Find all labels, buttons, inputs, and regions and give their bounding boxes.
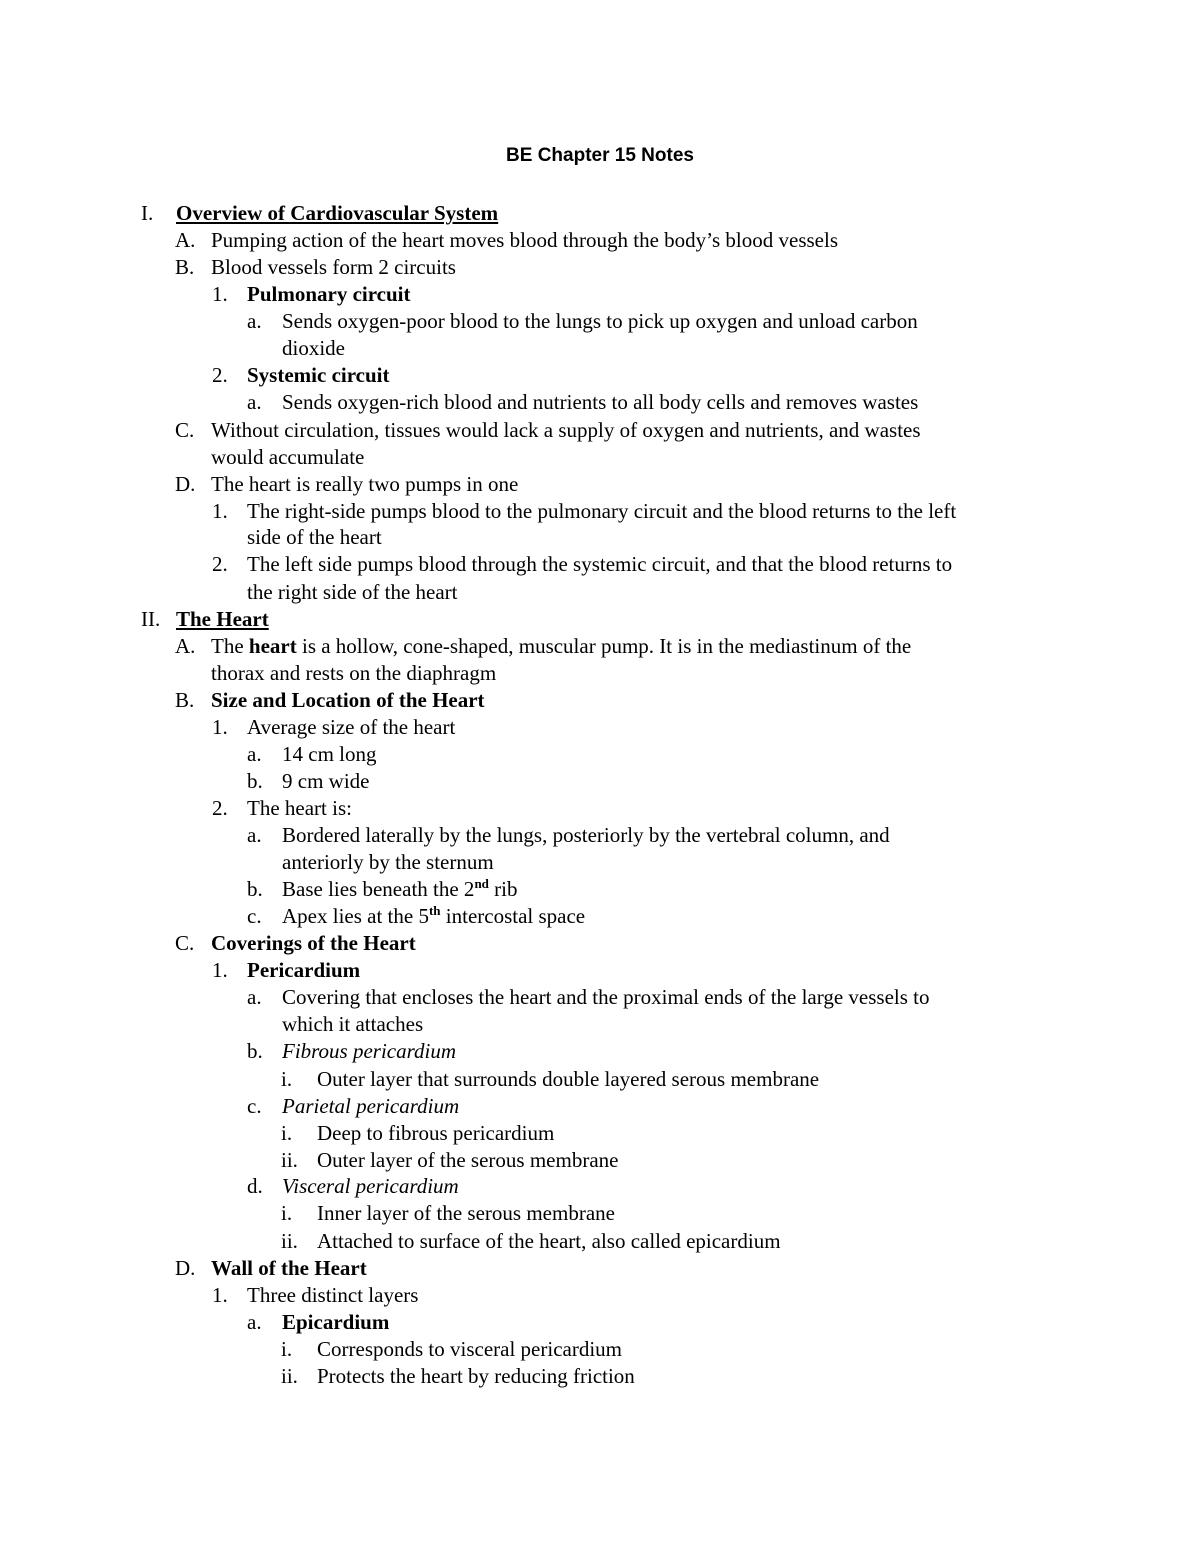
outline-text: The heart is a hollow, cone-shaped, muscular pump. It is in the mediastinum of the xyxy=(211,634,912,658)
outline-marker: C. xyxy=(175,418,195,442)
outline-text: Inner layer of the serous membrane xyxy=(317,1201,615,1225)
outline-text: Wall of the Heart xyxy=(211,1256,367,1280)
outline-marker: i. xyxy=(281,1121,293,1145)
outline-text: The heart is: xyxy=(247,796,352,820)
outline-text: Size and Location of the Heart xyxy=(211,688,485,712)
outline-marker: 2. xyxy=(212,552,228,576)
outline-marker: b. xyxy=(247,877,263,901)
outline-marker: a. xyxy=(247,742,262,766)
outline-text: Without circulation, tissues would lack a supply of oxygen and nutrients, and wastes xyxy=(211,418,921,442)
outline-marker: i. xyxy=(281,1337,293,1361)
outline-text: dioxide xyxy=(282,336,345,360)
outline-text: 9 cm wide xyxy=(282,769,370,793)
document-title: BE Chapter 15 Notes xyxy=(506,145,694,166)
outline-text: Three distinct layers xyxy=(247,1283,419,1307)
outline-text: thorax and rests on the diaphragm xyxy=(211,661,497,685)
outline-text: Corresponds to visceral pericardium xyxy=(317,1337,622,1361)
outline-marker: i. xyxy=(281,1201,293,1225)
outline-text: Coverings of the Heart xyxy=(211,931,416,955)
outline-text: Deep to fibrous pericardium xyxy=(317,1121,555,1145)
outline-text: Systemic circuit xyxy=(247,363,390,387)
outline-text: Blood vessels form 2 circuits xyxy=(211,255,456,279)
outline-text: The right-side pumps blood to the pulmonary circuit and the blood returns to the left xyxy=(247,499,957,523)
outline-text: Protects the heart by reducing friction xyxy=(317,1364,635,1388)
outline-marker: II. xyxy=(141,607,161,631)
outline-text: Base lies beneath the 2nd rib xyxy=(282,876,518,901)
outline-marker: I. xyxy=(141,201,154,225)
outline-text: the right side of the heart xyxy=(247,580,458,604)
outline-marker: A. xyxy=(175,228,196,252)
outline-text: Pericardium xyxy=(247,958,361,982)
section-title: Overview of Cardiovascular System xyxy=(176,201,499,225)
outline-text: Outer layer of the serous membrane xyxy=(317,1148,619,1172)
outline-text: Sends oxygen-poor blood to the lungs to pick up oxygen and unload carbon xyxy=(282,309,918,333)
outline-marker: ii. xyxy=(281,1148,298,1172)
outline-marker: ii. xyxy=(281,1229,298,1253)
outline-text: would accumulate xyxy=(211,445,365,469)
section-title: The Heart xyxy=(176,607,269,631)
outline-marker: d. xyxy=(247,1174,263,1198)
outline-marker: B. xyxy=(175,255,195,279)
outline-text: side of the heart xyxy=(247,525,382,549)
outline-marker: 1. xyxy=(212,1283,228,1307)
outline-text: Parietal pericardium xyxy=(282,1094,460,1118)
outline-marker: b. xyxy=(247,769,263,793)
outline-text: Covering that encloses the heart and the proximal ends of the large vessels to xyxy=(282,985,930,1009)
outline-marker: a. xyxy=(247,823,262,847)
outline-marker: 1. xyxy=(212,715,228,739)
outline-marker: a. xyxy=(247,390,262,414)
outline-text: Bordered laterally by the lungs, posteriorly by the vertebral column, and xyxy=(282,823,890,847)
outline-text: Apex lies at the 5th intercostal space xyxy=(282,903,586,928)
outline-text: 14 cm long xyxy=(282,742,377,766)
outline-marker: c. xyxy=(247,1094,262,1118)
superscript: nd xyxy=(474,876,489,891)
outline-text: Outer layer that surrounds double layered serous membrane xyxy=(317,1067,820,1091)
outline-marker: a. xyxy=(247,1310,262,1334)
outline-marker: 1. xyxy=(212,499,228,523)
outline-text: Pulmonary circuit xyxy=(247,282,411,306)
outline-marker: b. xyxy=(247,1039,263,1063)
outline-marker: a. xyxy=(247,309,262,333)
outline-text: Average size of the heart xyxy=(247,715,456,739)
outline-text: anteriorly by the sternum xyxy=(282,850,494,874)
outline-marker: i. xyxy=(281,1067,293,1091)
outline-text: which it attaches xyxy=(282,1012,424,1036)
outline-marker: 2. xyxy=(212,796,228,820)
outline-marker: ii. xyxy=(281,1364,298,1388)
outline-marker: 1. xyxy=(212,282,228,306)
outline-text: Pumping action of the heart moves blood through the body’s blood vessels xyxy=(211,228,839,252)
outline-marker: c. xyxy=(247,904,262,928)
outline-marker: a. xyxy=(247,985,262,1009)
outline-text: The left side pumps blood through the systemic circuit, and that the blood returns to xyxy=(247,552,953,576)
outline-marker: 1. xyxy=(212,958,228,982)
outline-text: Attached to surface of the heart, also called epicardium xyxy=(317,1229,781,1253)
outline-text: Fibrous pericardium xyxy=(282,1039,457,1063)
outline-marker: D. xyxy=(175,1256,196,1280)
outline-text: Epicardium xyxy=(282,1310,390,1334)
superscript: th xyxy=(428,903,441,918)
bold-term: heart xyxy=(248,634,297,658)
outline-marker: D. xyxy=(175,472,196,496)
outline-text: Sends oxygen-rich blood and nutrients to all body cells and removes wastes xyxy=(282,390,919,414)
outline-marker: B. xyxy=(175,688,195,712)
outline-text: Visceral pericardium xyxy=(282,1174,459,1198)
outline-marker: C. xyxy=(175,931,195,955)
outline-marker: 2. xyxy=(212,363,228,387)
outline-marker: A. xyxy=(175,634,196,658)
outline-text: The heart is really two pumps in one xyxy=(211,472,519,496)
